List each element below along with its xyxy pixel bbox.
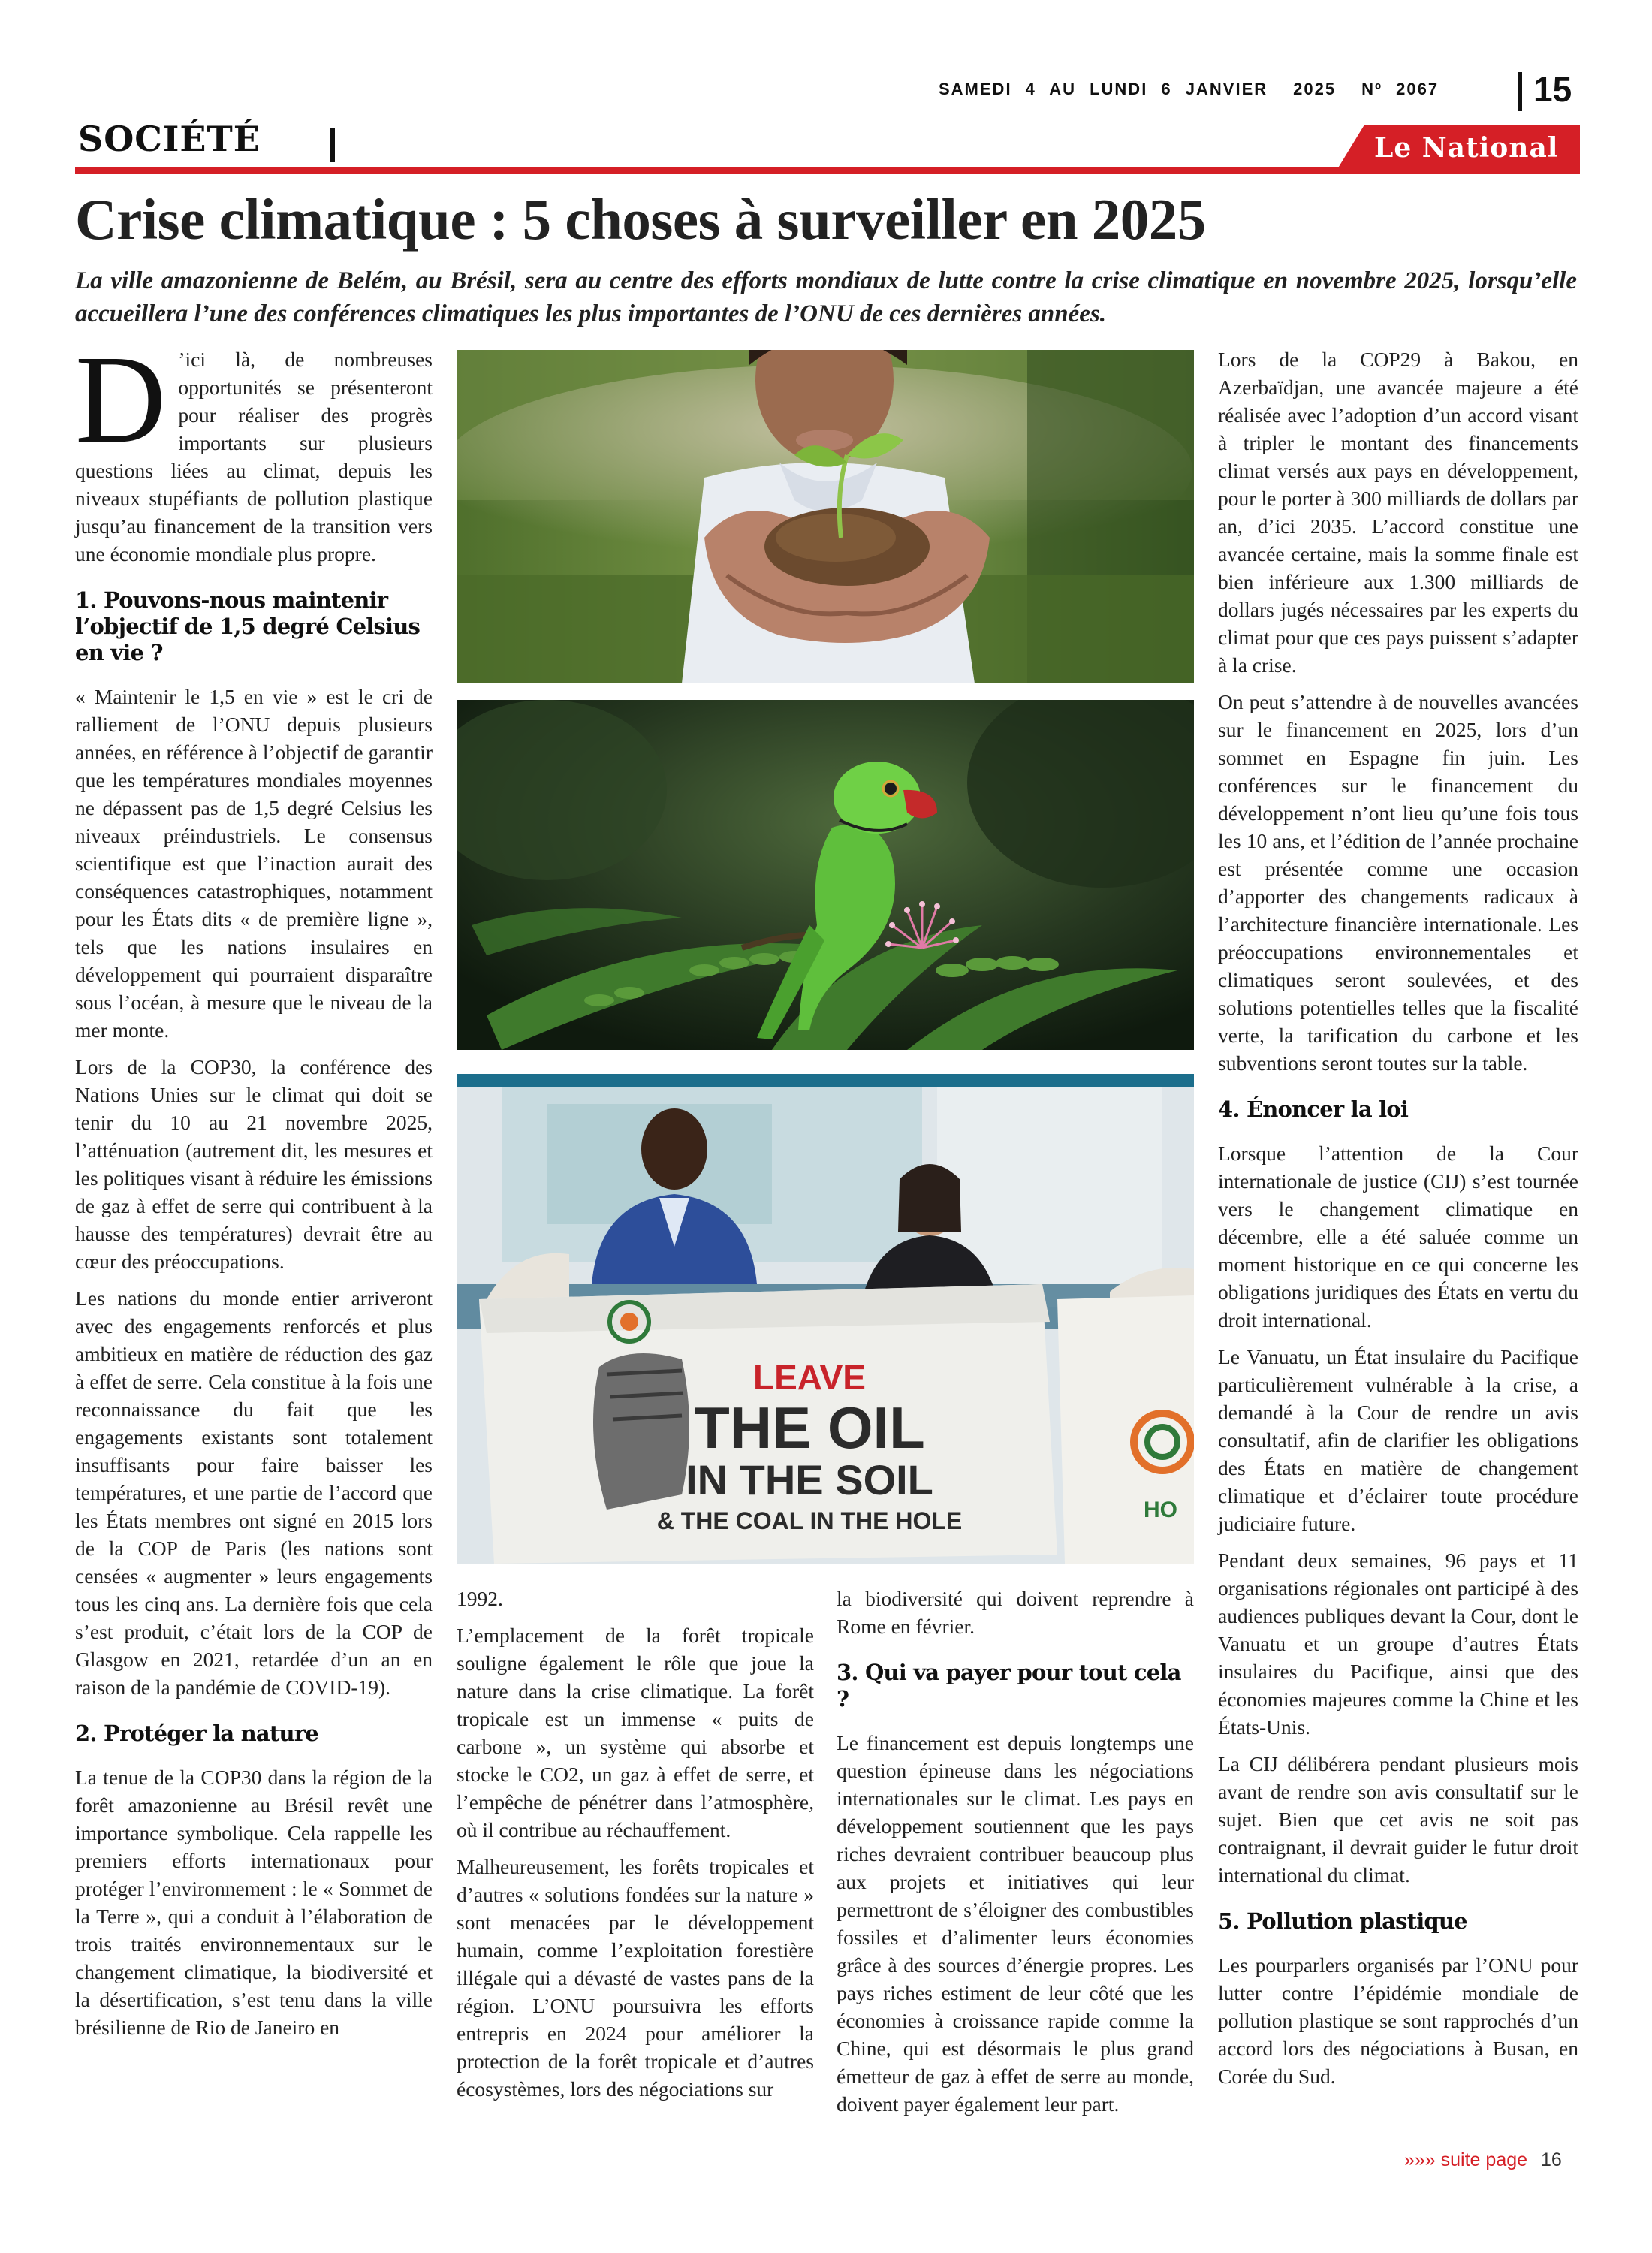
intro-text: ’ici là, de nombreuses opportunités se présenteront pour réaliser des progrès importants sur plusieurs questions liées au climat, depuis les niveaux stupéfiants de pollution plastique jusqu’au financement de la transition vers une économie mondiale plus propre. (75, 348, 433, 566)
dateline-year: 2025 (1293, 80, 1337, 98)
continued-link[interactable] (1404, 2149, 1562, 2171)
paragraph: Les pourparlers organisés par l’ONU pour lutter contre l’épidémie mondiale de pollution plastique se sont rapprochés d’un accord lors des négociations à Busan, en Corée du Sud. (1218, 1953, 1578, 2088)
photo-seedling-hands (457, 350, 1194, 683)
paragraph: La tenue de la COP30 dans la région de la forêt amazonienne au Brésil revêt une importance symbolique. Cela rappelle les premiers efforts internationaux pour protéger l’environnement : le « Sommet de la Terre », qui a conduit à l’élaboration de trois traités environnementaux sur le changement climatique, la biodiversité et la désertification, s’est tenu dans la ville brésilienne de Rio de Janeiro en (75, 1766, 433, 2039)
dateline-issue: Nº 2067 (1361, 80, 1439, 98)
drop-cap: D (75, 330, 167, 469)
continued-page: 16 (1541, 2149, 1562, 2170)
column-4 (1218, 345, 1578, 2099)
paragraph: Lors de la COP30, la conférence des Nations Unies sur le climat qui doit se tenir du 10 au 21 novembre 2025, l’atténuation (autrement dit, les mesures et les politiques visant à réduire les émissions de gaz à effet de serre qui contribuent à la hausse des températures) devrait être au cœur des préoccupations. (75, 1055, 433, 1273)
headline: Crise climatique : 5 choses à surveiller en 2025 (75, 187, 1206, 252)
masthead-title: Le National (1374, 132, 1559, 164)
column-2 (457, 1585, 814, 2112)
page-number: 15 (1533, 70, 1572, 109)
side-banner-text: HO (1144, 1497, 1177, 1522)
banner-line-1: LEAVE (753, 1358, 866, 1397)
section-heading-4: 4. Énoncer la loi (1218, 1096, 1409, 1122)
banner-line-4: & THE COAL IN THE HOLE (656, 1507, 963, 1534)
photo-protest-banner (457, 1074, 1194, 1564)
column-3 (837, 1585, 1194, 2127)
dateline-date: SAMEDI 4 AU LUNDI 6 JANVIER (939, 80, 1268, 98)
banner-line-3: IN THE SOIL (686, 1456, 933, 1504)
column-1 (75, 330, 433, 2050)
paragraph: La CIJ délibérera pendant plusieurs mois avant de rendre son avis consultatif sur le sujet. Bien que cet avis ne soit pas contraignant, il devrait guider le futur droit international du climat. (1218, 1752, 1578, 1887)
protest-illustration (457, 1074, 1194, 1564)
paragraph: « Maintenir le 1,5 en vie » est le cri de ralliement de l’ONU depuis plusieurs années, en référence à l’objectif de garantir que les températures mondiales moyennes ne dépassent pas de 1,5 degré Celsius les niveaux préindustriels. Le consensus scientifique est que l’inaction aurait des conséquences catastrophiques, notamment pour les États dits « de première ligne », tels que les nations insulaires en développement qui pourraient disparaître sous l’océan, à mesure que le niveau de la mer monte. (75, 685, 433, 1042)
parrot-illustration (457, 700, 1194, 1050)
paragraph: la biodiversité qui doivent reprendre à Rome en février. (837, 1587, 1194, 1638)
seedling-illustration (457, 350, 1194, 683)
section-divider (330, 128, 335, 162)
dateline (939, 80, 1464, 99)
paragraph: Pendant deux semaines, 96 pays et 11 organisations régionales ont participé à des audiences publiques devant la Cour, dont le Vanuatu et un groupe d’autres États insulaires du Pacifique, ainsi que des économies majeures comme la Chine et les États-Unis. (1218, 1549, 1578, 1739)
paragraph: Les nations du monde entier arriveront avec des engagements renforcés et plus ambitieux en matière de réduction des gaz à effet de serre. Cela constitue à la fois une reconnaissance du fait que les engagements existants sont totalement insuffisants pour faire baisser les températures, et une partie de l’accord que les États membres ont signé en 2015 lors de la COP de Paris (les nations sont censées « augmenter » leurs engagements tous les cinq ans. La dernière fois que cela s’est produit, c’était lors de la COP de Glasgow en 2021, retardée d’un an en raison de la pandémie de COVID-19). (75, 1286, 433, 1699)
photo-parrot (457, 700, 1194, 1050)
paragraph: Lors de la COP29 à Bakou, en Azerbaïdjan, une avancée majeure a été réalisée avec l’adoption d’un accord visant à tripler le montant des financements climat versés aux pays en développement, pour le porter à 300 milliards de dollars par an, d’ici 2035. L’accord constitue une avancée certaine, mais la somme finale est bien inférieure aux 1.300 milliards de dollars jugés nécessaires par les experts du climat pour que ces pays puissent s’adapter à la crise. (1218, 348, 1578, 677)
section-heading-1: 1. Pouvons-nous maintenir l’objectif de 1,5 degré Celsius en vie ? (75, 587, 421, 665)
paragraph: Lorsque l’attention de la Cour internationale de justice (CIJ) s’est tournée vers le changement climatique en décembre, elle a été saluée comme un moment historique en ce qui concerne les obligations juridiques des États en vertu du droit international. (1218, 1142, 1578, 1332)
paragraph: 1992. (457, 1587, 503, 1610)
page-number-divider (1518, 72, 1522, 111)
section-heading-3: 3. Qui va payer pour tout cela ? (837, 1660, 1181, 1712)
section-heading-5: 5. Pollution plastique (1218, 1908, 1467, 1934)
paragraph: Le Vanuatu, un État insulaire du Pacifique particulièrement vulnérable à la crise, a demandé à la Cour de rendre un avis consultatif, afin de clarifier les obligations des États en matière de changement climatique et d’éclairer toute procédure judiciaire future. (1218, 1345, 1578, 1535)
section-label: SOCIÉTÉ (78, 119, 261, 159)
intro-paragraph (75, 330, 433, 568)
standfirst: La ville amazonienne de Belém, au Brésil, sera au centre des efforts mondiaux de lutte contre la crise climatique en novembre 2025, lorsqu’elle accueillera l’une des conférences climatiques les plus importantes de l’ONU de ces dernières années. (75, 267, 1577, 327)
banner-line-2: THE OIL (694, 1395, 925, 1461)
section-heading-2: 2. Protéger la nature (75, 1721, 318, 1746)
paragraph: Malheureusement, les forêts tropicales et d’autres « solutions fondées sur la nature » sont menacées par le développement humain, comme l’exploitation forestière illégale qui a dévasté de vastes pans de la région. L’ONU poursuivra les efforts entrepris en 2024 pour améliorer la protection de la forêt tropicale et d’autres écosystèmes, lors des négociations sur (457, 1855, 814, 2101)
continued-label: »»» suite page (1404, 2149, 1528, 2170)
paragraph: Le financement est depuis longtemps une question épineuse dans les négociations internationales sur le climat. Les pays en développement soutiennent que les pays riches devraient contribuer beaucoup plus aux projets et initiatives qui leur permettront de s’éloigner des combustibles fossiles et d’alimenter leurs économies grâce à des sources d’énergie propres. Les pays riches estiment de leur côté que les économies à croissance rapide comme la Chine, qui est désormais le plus grand émetteur de gaz à effet de serre au monde, doivent payer également leur part. (837, 1731, 1194, 2116)
paragraph: L’emplacement de la forêt tropicale souligne également le rôle que joue la nature dans la crise climatique. La forêt tropicale est un immense « puits de carbone », un système qui absorbe et stocke le CO2, un gaz à effet de serre, et l’empêche de pénétrer dans l’atmosphère, où il contribue au réchauffement. (457, 1624, 814, 1841)
paragraph: On peut s’attendre à de nouvelles avancées sur le financement en 2025, lors d’un sommet en Espagne fin juin. Les conférences sur le financement du développement n’ont lieu qu’une fois tous les 10 ans, et l’édition de l’année prochaine est présentée comme une occasion d’apporter des changements radicaux à l’architecture financière internationale. Les préoccupations environnementales et climatiques seront soulevées, et des solutions potentielles telles que la fiscalité verte, la tarification du carbone et les subventions seront toutes sur la table. (1218, 690, 1578, 1075)
